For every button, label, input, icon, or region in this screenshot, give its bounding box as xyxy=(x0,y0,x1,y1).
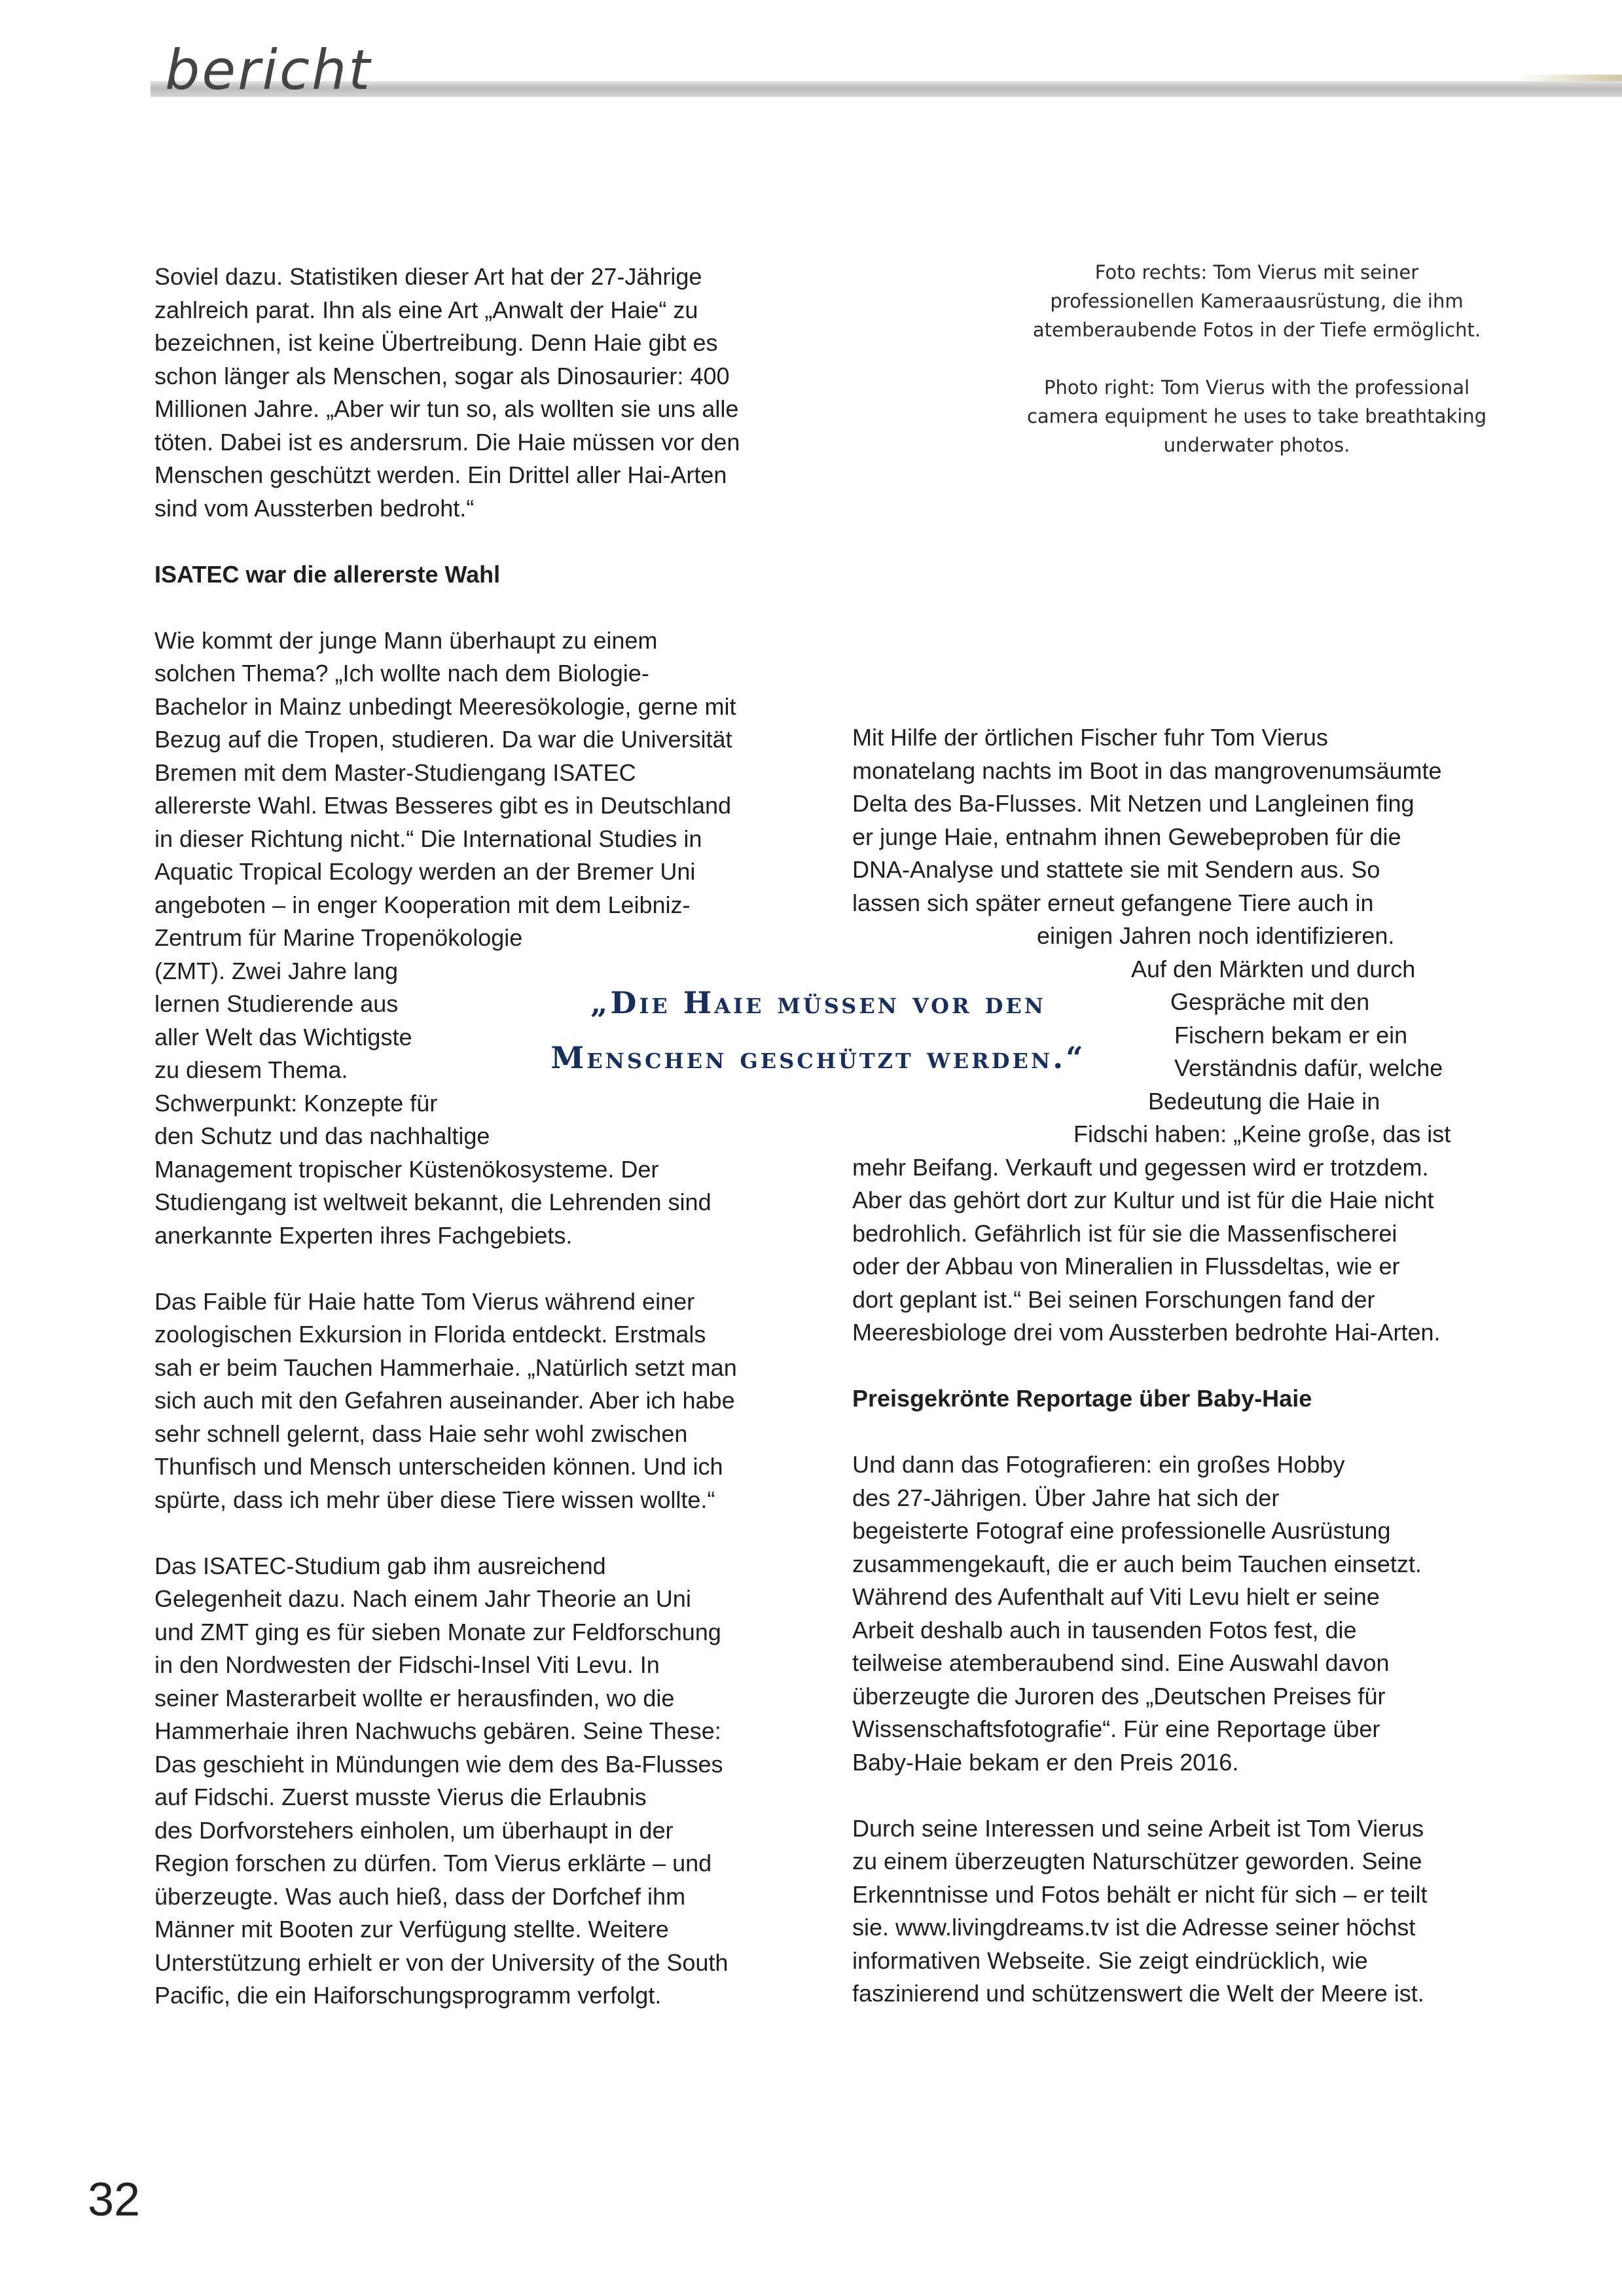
text-line: Hammerhaie ihren Nachwuchs gebären. Seine These: xyxy=(154,1717,721,1744)
text-line: spürte, dass ich mehr über diese Tiere wissen wollte.“ xyxy=(154,1486,715,1513)
text-line: Baby-Haie bekam er den Preis 2016. xyxy=(852,1748,1239,1776)
text-line: aller Welt das Wichtigste xyxy=(154,1023,412,1050)
text-line: teilweise atemberaubend sind. Eine Auswahl davon xyxy=(852,1649,1390,1676)
text-line: Menschen geschützt werden. Ein Drittel aller Hai-Arten xyxy=(154,461,727,488)
text-line: überzeugte die Juroren des „Deutschen Preises für xyxy=(852,1682,1386,1710)
text-line: auf Fidschi. Zuerst musste Vierus die Erlaubnis xyxy=(154,1784,647,1810)
text-line: Soviel dazu. Statistiken dieser Art hat der 27-Jährige xyxy=(154,263,702,290)
text-line: Fischern bekam er ein xyxy=(1174,1021,1408,1049)
text-line: Schwerpunkt: Konzepte für xyxy=(154,1089,438,1117)
text-line: solchen Thema? „Ich wollte nach dem Biologie- xyxy=(154,660,649,687)
text-line: Das ISATEC-Studium gab ihm ausreichend xyxy=(154,1552,606,1579)
pull-quote-line: „Die Haie müssen vor den xyxy=(590,985,1047,1020)
text-line: Aber das gehört dort zur Kultur und ist für die Haie nicht xyxy=(852,1187,1434,1213)
paragraph-foto xyxy=(852,1448,1451,1779)
text-line: den Schutz und das nachhaltige xyxy=(154,1122,490,1149)
text-line: Das Faible für Haie hatte Tom Vierus während einer xyxy=(154,1287,695,1315)
text-line: in dieser Richtung nicht.“ Die International Studies in xyxy=(154,825,702,852)
text-line: in den Nordwesten der Fidschi-Insel Viti Levu. In xyxy=(154,1651,660,1678)
section-header xyxy=(151,38,1622,110)
text-line: zu einem überzeugten Naturschützer geworden. Seine xyxy=(852,1848,1422,1874)
text-line: angeboten – in enger Kooperation mit dem Leibniz- xyxy=(154,891,691,918)
text-line: sie. www.livingdreams.tv ist die Adresse seiner höchst xyxy=(852,1914,1416,1941)
text-line: Bremen mit dem Master-Studiengang ISATEC xyxy=(154,759,636,786)
paragraph-intro xyxy=(154,260,740,525)
text-line: des Dorfvorstehers einholen, um überhaupt in der xyxy=(154,1816,674,1844)
text-line: Region forschen zu dürfen. Tom Vierus erklärte – und xyxy=(154,1850,712,1876)
header-bar-accent xyxy=(1519,75,1622,81)
caption-line: Foto rechts: Tom Vierus mit seiner xyxy=(1094,261,1419,283)
text-line: allererste Wahl. Etwas Besseres gibt es in Deutschland xyxy=(154,792,732,819)
text-line: lassen sich später erneut gefangene Tiere auch in xyxy=(852,889,1374,916)
text-line: zu diesem Thema. xyxy=(154,1056,348,1083)
text-line: Meeresbiologe drei vom Aussterben bedrohte Hai-Arten. xyxy=(852,1319,1441,1346)
text-line: Wie kommt der junge Mann überhaupt zu einem xyxy=(154,626,658,654)
text-line: sind vom Aussterben bedroht.“ xyxy=(154,494,475,522)
text-line: seiner Masterarbeit wollte er herausfinden, wo die xyxy=(154,1684,675,1712)
caption-line: underwater photos. xyxy=(1163,434,1350,456)
left-column xyxy=(154,260,740,2013)
text-line: Wissenschaftsfotografie“. Für eine Reportage über xyxy=(852,1715,1380,1742)
text-line: monatelang nachts im Boot in das mangrovenumsäumte xyxy=(852,757,1442,784)
subheading-isatec: ISATEC war die allererste Wahl xyxy=(154,560,501,588)
paragraph-fischer xyxy=(852,721,1451,1350)
text-line: (ZMT). Zwei Jahre lang xyxy=(154,957,399,984)
text-line: zusammengekauft, die er auch beim Tauchen einsetzt. xyxy=(852,1550,1422,1577)
caption-line: professionellen Kameraausrüstung, die ihm xyxy=(1050,290,1464,312)
text-line: sich auch mit den Gefahren auseinander. Aber ich habe xyxy=(154,1387,735,1414)
text-line: zoologischen Exkursion in Florida entdeckt. Erstmals xyxy=(154,1321,706,1348)
text-line: oder der Abbau von Mineralien in Flussdeltas, wie er xyxy=(852,1253,1400,1280)
text-line: einigen Jahren noch identifizieren. xyxy=(1037,922,1395,949)
section-title: bericht xyxy=(165,38,372,102)
text-line: Arbeit deshalb auch in tausenden Fotos fest, die xyxy=(852,1616,1357,1643)
pull-quote-line: Menschen geschützt werden.“ xyxy=(550,1040,1086,1075)
text-line: begeisterte Fotograf eine professionelle Ausrüstung xyxy=(852,1517,1391,1544)
text-line: DNA-Analyse und stattete sie mit Sendern aus. So xyxy=(852,856,1380,883)
text-line: Studiengang ist weltweit bekannt, die Lehrenden sind xyxy=(154,1189,712,1215)
text-line: Auf den Märkten und durch xyxy=(1131,955,1416,982)
text-line: Gelegenheit dazu. Nach einem Jahr Theorie an Uni xyxy=(154,1585,691,1612)
text-line: anerkannte Experten ihres Fachgebiets. xyxy=(154,1221,573,1249)
text-line: faszinierend und schützenswert die Welt der Meere ist. xyxy=(852,1980,1424,2007)
text-line: Pacific, die ein Haiforschungsprogramm verfolgt. xyxy=(154,1982,662,2009)
text-line: Bachelor in Mainz unbedingt Meeresökologie, gerne mit xyxy=(154,692,736,720)
text-line: Erkenntnisse und Fotos behält er nicht für sich – er teilt xyxy=(852,1880,1428,1908)
text-line: Bedeutung die Haie in xyxy=(1148,1087,1380,1115)
paragraph-studium xyxy=(154,1550,740,2013)
text-line: Gespräche mit den xyxy=(1170,988,1370,1015)
text-line: und ZMT ging es für sieben Monate zur Feldforschung xyxy=(154,1618,721,1645)
text-line: Management tropischer Küstenökosysteme. Der xyxy=(154,1155,659,1183)
right-column xyxy=(852,721,1451,2011)
text-line: informativen Webseite. Sie zeigt eindrücklich, wie xyxy=(852,1946,1368,1974)
text-line: Zentrum für Marine Tropenökologie xyxy=(154,924,523,951)
text-line: Verständnis dafür, welche xyxy=(1174,1054,1443,1081)
text-line: Und dann das Fotografieren: ein großes Hobby xyxy=(852,1451,1345,1478)
text-line: Bezug auf die Tropen, studieren. Da war die Universität xyxy=(154,726,732,753)
subheading-reportage: Preisgekrönte Reportage über Baby-Haie xyxy=(852,1385,1312,1412)
page-number: 32 xyxy=(88,2174,141,2226)
text-line: Thunfisch und Mensch unterscheiden können. Und ich xyxy=(154,1453,723,1480)
photo-caption xyxy=(982,258,1532,459)
text-line: zahlreich parat. Ihn als eine Art „Anwalt der Haie“ zu xyxy=(154,296,698,323)
text-line: Das geschieht in Mündungen wie dem des Ba-Flusses xyxy=(154,1750,723,1778)
text-line: er junge Haie, entnahm ihnen Gewebeproben für die xyxy=(852,823,1401,850)
text-line: töten. Dabei ist es andersrum. Die Haie müssen vor den xyxy=(154,428,740,456)
text-line: Durch seine Interessen und seine Arbeit ist Tom Vierus xyxy=(852,1814,1424,1842)
text-line: mehr Beifang. Verkauft und gegessen wird er trotzdem. xyxy=(852,1153,1429,1181)
text-line: Delta des Ba-Flusses. Mit Netzen und Langleinen fing xyxy=(852,790,1415,817)
text-line: lernen Studierende aus xyxy=(154,990,399,1017)
text-line: des 27-Jährigen. Über Jahre hat sich der xyxy=(852,1484,1280,1511)
paragraph-faible xyxy=(154,1285,740,1517)
caption-line: camera equipment he uses to take breathtaking xyxy=(1026,405,1487,427)
paragraph-schluss xyxy=(852,1812,1451,2011)
text-line: sehr schnell gelernt, dass Haie sehr wohl zwischen xyxy=(154,1420,688,1447)
text-line: Männer mit Booten zur Verfügung stellte. Weitere xyxy=(154,1916,669,1943)
text-line: Mit Hilfe der örtlichen Fischer fuhr Tom Vierus xyxy=(852,724,1328,751)
caption-line: atemberaubende Fotos in der Tiefe ermöglicht. xyxy=(1032,319,1481,341)
caption-line: Photo right: Tom Vierus with the professional xyxy=(1043,376,1470,399)
text-line: bezeichnen, ist keine Übertreibung. Denn Haie gibt es xyxy=(154,329,718,356)
text-line: Fidschi haben: „Keine große, das ist xyxy=(1073,1121,1451,1147)
text-line: überzeugte. Was auch hieß, dass der Dorfchef ihm xyxy=(154,1882,686,1910)
text-line: bedrohlich. Gefährlich ist für sie die Massenfischerei xyxy=(852,1219,1397,1247)
paragraph-isatec xyxy=(154,624,740,1253)
text-line: Aquatic Tropical Ecology werden an der Bremer Uni xyxy=(154,858,696,885)
text-line: schon länger als Menschen, sogar als Dinosaurier: 400 xyxy=(154,362,730,389)
text-line: sah er beim Tauchen Hammerhaie. „Natürlich setzt man xyxy=(154,1354,737,1381)
text-line: Millionen Jahre. „Aber wir tun so, als wollten sie uns alle xyxy=(154,395,739,422)
text-line: Während des Aufenthalt auf Viti Levu hielt er seine xyxy=(852,1583,1380,1610)
text-line: dort geplant ist.“ Bei seinen Forschungen fand der xyxy=(852,1285,1375,1313)
text-line: Unterstützung erhielt er von der University of the South xyxy=(154,1948,729,1976)
